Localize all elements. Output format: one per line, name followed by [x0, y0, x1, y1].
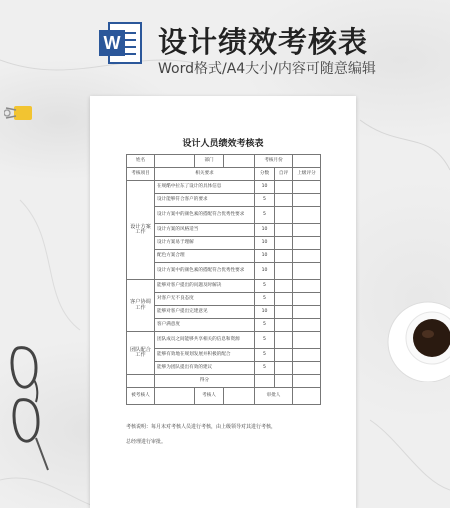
col-sup-header: 上级评分: [293, 168, 321, 181]
word-icon-letter: W: [103, 33, 121, 53]
req-text: 设计方案中的颜色素的搭配符合优秀性要求: [155, 263, 255, 280]
table-row: [127, 293, 321, 306]
page-subtitle: Word格式/A4大小/内容可随意编辑: [158, 61, 376, 77]
column-header-row: [127, 168, 321, 181]
binder-clip-icon: [4, 102, 34, 124]
table-row: [127, 237, 321, 250]
reviewer-label: 审批人: [255, 388, 293, 405]
table-row: [127, 224, 321, 237]
req-text: 设计方案中的颜色素的搭配符合优秀性要求: [155, 207, 255, 224]
score-value: 5: [255, 319, 275, 332]
assessment-table: [126, 154, 321, 405]
req-text: 在规酷中拉东了设计的具体信息: [155, 181, 255, 194]
score-value: 10: [255, 237, 275, 250]
table-row: [127, 306, 321, 319]
req-text: 能够有效地在规划发展并积极的配合: [155, 349, 255, 362]
req-text: 能够为团队提出有效的建议: [155, 362, 255, 375]
total-label: 得分: [155, 375, 255, 388]
score-value: 5: [255, 207, 275, 224]
reviewer-sign-cell: [293, 388, 321, 405]
score-value: 10: [255, 263, 275, 280]
total-row: [127, 375, 321, 388]
req-text: 客户满意度: [155, 319, 255, 332]
score-value: 10: [255, 306, 275, 319]
score-value: 5: [255, 293, 275, 306]
section-name: 客户协调工作: [127, 280, 155, 332]
word-document-icon: [97, 20, 143, 66]
note-line: 考核说明：每月末对考核人员进行考核，由上级领导对其进行考核，: [126, 424, 277, 430]
req-text: 设计方案的风格适当: [155, 224, 255, 237]
table-row: [127, 207, 321, 224]
table-row: [127, 263, 321, 280]
req-text: 配色方案合理: [155, 250, 255, 263]
assessor-label: 考核人: [195, 388, 224, 404]
score-value: 10: [255, 250, 275, 263]
score-value: 5: [255, 362, 275, 375]
month-label: 考核月份: [255, 155, 293, 168]
score-value: 5: [255, 280, 275, 293]
table-row: [127, 319, 321, 332]
header: [0, 14, 450, 84]
section-name: 设计方案工作: [127, 181, 155, 280]
score-value: 10: [255, 181, 275, 194]
name-label: 姓名: [127, 155, 155, 168]
req-text: 设计方案易于理解: [155, 237, 255, 250]
table-row: [127, 194, 321, 207]
assessed-sign-cell: [155, 388, 195, 404]
table-row: [127, 332, 321, 349]
table-row: [127, 250, 321, 263]
req-text: 团队成员之间能够共享相关的信息和资源: [155, 332, 255, 349]
col-item-header: 考核项目: [127, 168, 155, 181]
col-score-header: 分数: [255, 168, 275, 181]
coffee-cup-icon: [384, 300, 450, 382]
page-title: 设计绩效考核表: [158, 25, 369, 59]
info-row: [127, 155, 321, 168]
col-req-header: 相关要求: [155, 168, 255, 181]
req-text: 对客户无不良态度: [155, 293, 255, 306]
eyeglasses-icon: [8, 344, 56, 474]
table-row: [127, 349, 321, 362]
score-value: 10: [255, 224, 275, 237]
score-value: 5: [255, 332, 275, 349]
section-name: 团队配合工作: [127, 332, 155, 375]
req-text: 设计能够符合客户的要求: [155, 194, 255, 207]
dept-label: 部门: [195, 155, 224, 167]
signature-row: [127, 388, 321, 405]
document-page: [90, 96, 356, 508]
name-value-cell: [155, 155, 195, 167]
document-title: 设计人员绩效考核表: [182, 139, 264, 149]
table-row: [127, 181, 321, 194]
req-text: 能够对客户提出的问题及时解决: [155, 280, 255, 293]
req-text: 能够对客户提出完建意见: [155, 306, 255, 319]
month-value-cell: [293, 155, 321, 168]
assessor-sign-cell: [224, 388, 254, 404]
table-row: [127, 362, 321, 375]
note-line: 总经理进行审批。: [126, 439, 167, 445]
notes: [126, 420, 326, 450]
dept-value-cell: [224, 155, 254, 167]
score-value: 5: [255, 349, 275, 362]
score-value: 5: [255, 194, 275, 207]
table-row: [127, 280, 321, 293]
assessed-label: 被考核人: [127, 388, 155, 405]
col-self-header: 自评: [275, 168, 293, 181]
